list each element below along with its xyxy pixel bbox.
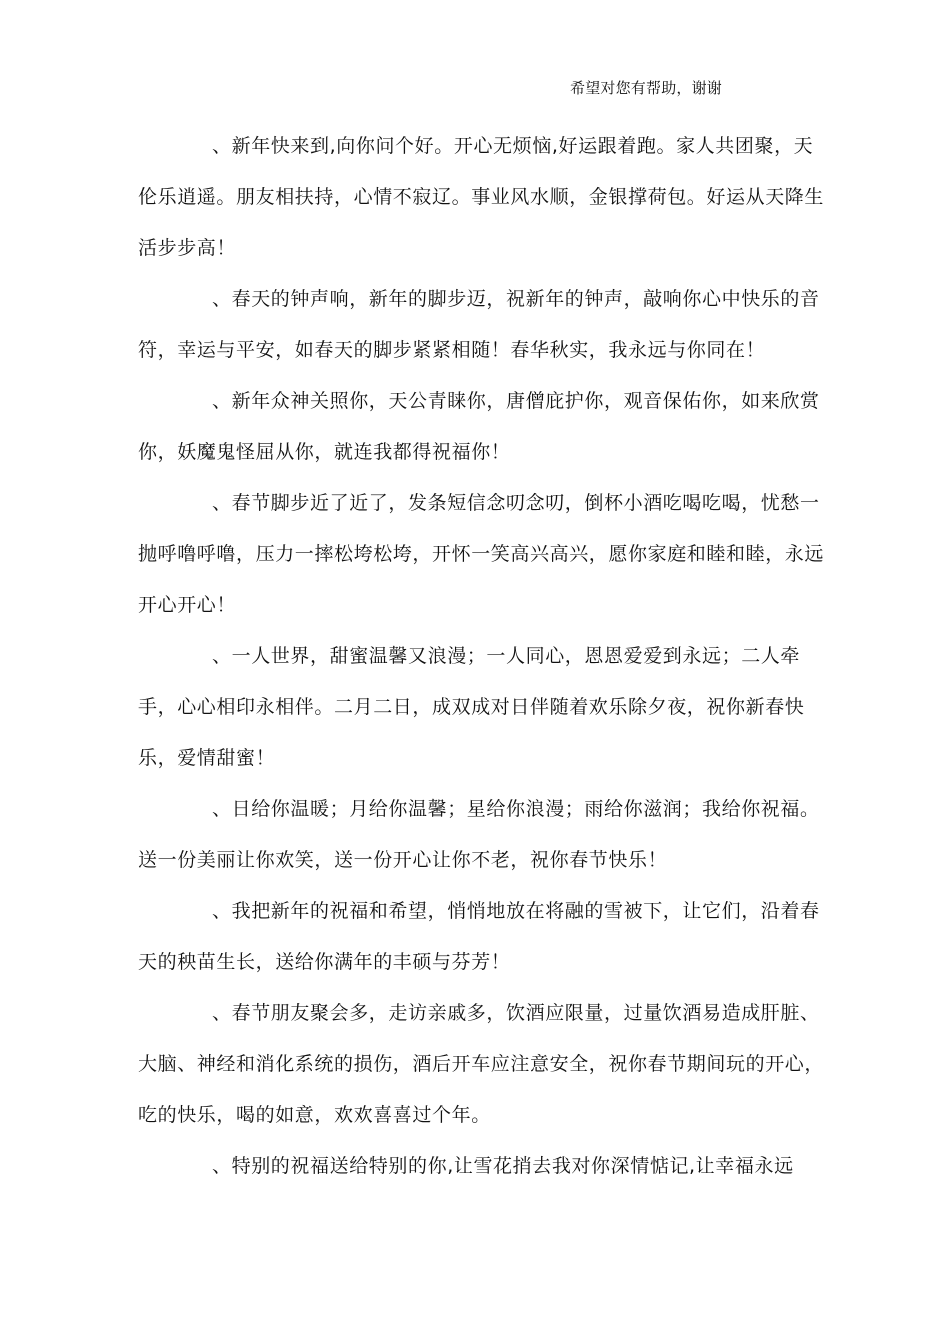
paragraph-4: 、春节脚步近了近了，发条短信念叨念叨，倒杯小酒吃喝吃喝，忧愁一抛呼噜呼噜，压力一摔松垮松垮，开怀一笑高兴高兴，愿你家庭和睦和睦，永远开心开心！ (138, 492, 825, 616)
paragraph-7: 、我把新年的祝福和希望，悄悄地放在将融的雪被下，让它们，沿着春天的秧苗生长，送给你满年的丰硕与芬芳！ (138, 900, 820, 973)
paragraph-2: 、春天的钟声响，新年的脚步迈，祝新年的钟声，敲响你心中快乐的音符，幸运与平安，如春天的脚步紧紧相随！春华秋实，我永远与你同在！ (138, 288, 820, 361)
paragraph-9: 、特别的祝福送给特别的你,让雪花捎去我对你深情惦记,让幸福永远 (212, 1155, 794, 1177)
paragraph-3: 、新年众神关照你，天公青睐你，唐僧庇护你，观音保佑你，如来欣赏你，妖魔鬼怪屈从你，就连我都得祝福你！ (138, 390, 820, 463)
paragraph-5: 、一人世界，甜蜜温馨又浪漫；一人同心，恩恩爱爱到永远；二人牵手，心心相印永相伴。二月二日，成双成对日伴随着欢乐除夕夜，祝你新春快乐，爱情甜蜜！ (138, 645, 805, 769)
header-note: 希望对您有帮助，谢谢 (570, 79, 723, 97)
paragraph-6: 、日给你温暖；月给你温馨；星给你浪漫；雨给你滋润；我给你祝福。送一份美丽让你欢笑，送一份开心让你不老，祝你春节快乐！ (138, 798, 820, 871)
paragraph-8: 、春节朋友聚会多，走访亲戚多，饮酒应限量，过量饮酒易造成肝脏、大脑、神经和消化系统的损伤，酒后开车应注意安全，祝你春节期间玩的开心，吃的快乐，喝的如意，欢欢喜喜过个年。 (138, 1002, 825, 1126)
paragraph-1: 、新年快来到,向你问个好。开心无烦恼,好运跟着跑。家人共团聚，天伦乐逍遥。朋友相扶持，心情不寂辽。事业风水顺，金银撑荷包。好运从天降生活步步高！ (138, 135, 825, 259)
document-body (138, 121, 828, 1192)
